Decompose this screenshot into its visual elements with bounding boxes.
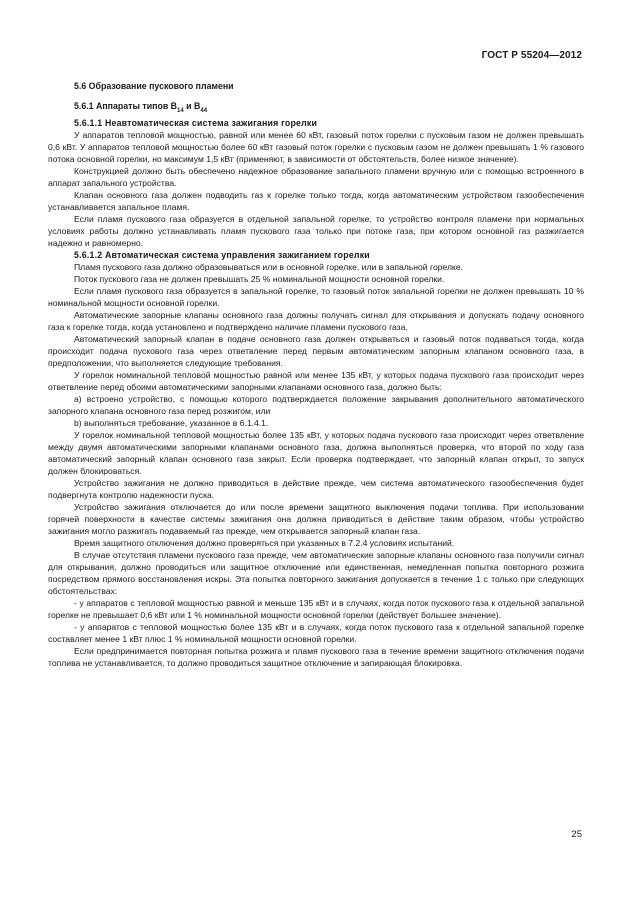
paragraph: Если пламя пускового газа образуется в отдельной запальной горелке, то устройство контроля пламени при нормальных условиях работы должно устанавливать пламя пускового газа только при потоке газа, при котором основной газ разжигается надежно и равномерно. — [48, 213, 584, 248]
subsection-title: 5.6.1 Аппараты типов $B_{14}$ и $B_{44}$ — [74, 101, 208, 114]
paragraph: Клапан основного газа должен подводить газ к горелке только тогда, когда автоматическим устройством газообеспечения устанавливается запальное пламя. — [48, 189, 584, 212]
paragraph: У горелок номинальной тепловой мощностью более 135 кВт, у которых подача пускового газа происходит через ответвление между двумя автоматическими запорными клапанами основного газа, должна выполняться проверка, что второй по ходу газа автоматический запорный клапан основного газа закрыт. Если проверка подтверждает, что запорный клапан открыт, то запуск должен блокироваться. — [48, 429, 584, 476]
clause-title: 5.6.1.2 Автоматическая система управления зажиганием горелки — [74, 249, 370, 260]
paragraph: Устройство зажигания не должно приводиться в действие прежде, чем система автоматического газообеспечения будет подвергнута контролю надежности пуска. — [48, 477, 584, 500]
paragraph: В случае отсутствия пламени пускового газа прежде, чем автоматические запорные клапаны основного газа получили сигнал для открывания, должно проводиться или защитное отключение или единственная, немедленная попытка повторного розжига посредством прямого восстановления искры. Эта попытка повторного зажигания допускается в течение 1 с только при следующих обстоятельствах: — [48, 549, 584, 596]
clause-title: 5.6.1.1 Неавтоматическая система зажигания горелки — [74, 117, 318, 128]
paragraph: У аппаратов тепловой мощностью, равной или менее 60 кВт, газовый поток горелки с пусковым газом не должен превышать 0,6 кВт. У аппаратов тепловой мощностью более 60 кВт газовый поток горелки с пусковым газом не должен превышать 1 % газового потока основной горелки, но максимум 1,5 кВт (применяют, в зависимости от обстоятельств, более низкое значение). — [48, 129, 584, 164]
standard-code: ГОСТ Р 55204—2012 — [481, 50, 582, 61]
document-body — [48, 80, 584, 669]
paragraph: Автоматические запорные клапаны основного газа должны получать сигнал для открывания и допускать подачу основного газа к горелке тогда, когда установлено и подтверждено наличие пламени пускового газа. — [48, 309, 584, 332]
paragraph: Поток пускового газа не должен превышать 25 % номинальной мощности основной горелки. — [74, 273, 445, 284]
paragraph: Конструкцией должно быть обеспечено надежное образование запального пламени вручную или с помощью встроенного в аппарат запального устройства. — [48, 165, 584, 188]
list-item: - у аппаратов с тепловой мощностью более 135 кВт и в случаях, когда поток пускового газа к отдельной запальной горелке составляет менее 1 кВт плюс 1 % номинальной мощности основной горелки. — [48, 621, 584, 644]
paragraph: Если предпринимается повторная попытка розжига и пламя пускового газа в течение времени защитного отключения подачи топлива не устанавливается, то должно проводиться защитное отключение и запирающая блокировка. — [48, 645, 584, 668]
list-item: b) выполняться требование, указанное в 6.1.4.1. — [74, 417, 269, 428]
paragraph: Если пламя пускового газа образуется в запальной горелке, то газовый поток запальной горелки не должен превышать 10 % номинальной мощности основной горелки. — [48, 285, 584, 308]
paragraph: Пламя пускового газа должно образовываться или в основной горелке, или в запальной горелке. — [74, 261, 464, 272]
list-item: - у аппаратов с тепловой мощностью равной и меньше 135 кВт и в случаях, когда поток пускового газа к отдельной запальной горелке не превышает 0,6 кВт или 1 % номинальной мощности основной горелки (действует большее значение). — [48, 597, 584, 620]
section-title: 5.6 Образование пускового пламени — [74, 81, 234, 91]
paragraph: У горелок номинальной тепловой мощностью равной или менее 135 кВт, у которых подача пускового газа происходит через ответвление перед обоими автоматическими запорными клапанами основного газа, должно быть: — [48, 369, 584, 392]
list-item: a) встроено устройство, с помощью которого подтверждается положение закрывания дополнительного автоматического запорного клапана основного газа перед розжигом, или — [48, 393, 584, 416]
paragraph: Устройство зажигания отключается до или после времени защитного выключения подачи топлива. При использовании горячей поверхности в качестве системы зажигания она должна приводиться в действие таким образом, чтобы устройство зажигания могло разжигать подаваемый газ прежде, чем открывается запорный клапан газа. — [48, 501, 584, 536]
paragraph: Автоматический запорный клапан в подаче основного газа должен открываться и газовый поток подаваться тогда, когда происходит подача пускового газа через ответвление перед первым автоматическим запорным клапаном основного газа, в предположении, что выполняется следующие требования. — [48, 333, 584, 368]
paragraph: Время защитного отключения должно проверяться при указанных в 7.2.4 условиях испытаний. — [74, 537, 455, 548]
page-number: 25 — [571, 829, 582, 840]
